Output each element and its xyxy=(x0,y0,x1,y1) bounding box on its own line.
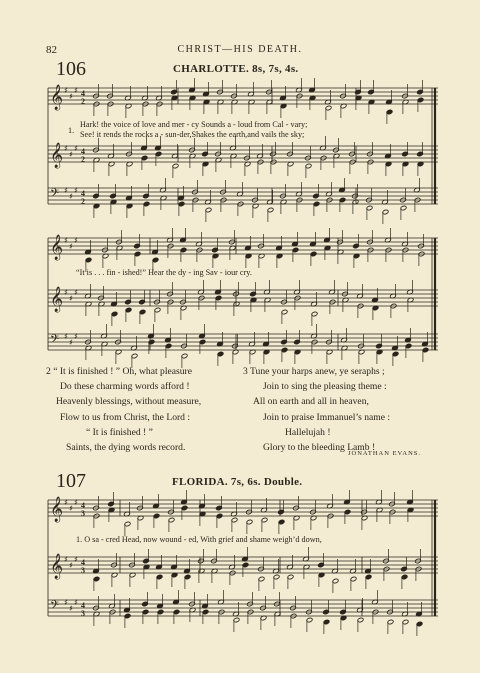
verse-3-line-5: Hallelujah ! xyxy=(285,426,331,438)
hymn-106-system-1-key-signature-1: ♯ xyxy=(64,144,68,153)
hymn-106-system-1-key-signature-1: ♯ xyxy=(74,144,78,153)
hymn-107-tune-title: FLORIDA. 7s, 6s. Double. xyxy=(172,476,303,488)
hymn-106-system-1-key-signature-0: ♯ xyxy=(74,86,78,95)
hymn-106-system-1-key-signature-0: ♯ xyxy=(64,86,68,95)
hymn-106-system-1-time-signature-1: 4 xyxy=(81,147,85,156)
hymn-107-system-1-time-signature-2: 4 xyxy=(81,601,85,610)
hymn-106-system-1-time-signature-2: 4 xyxy=(81,189,85,198)
hymn-107-system-1-clef-2: 𝄢 xyxy=(50,599,60,615)
hymn-106-system-2-key-signature-1: ♯ xyxy=(69,294,73,303)
hymn-107-system-1-time-signature-0: 3 xyxy=(81,509,85,518)
page-number: 82 xyxy=(46,44,57,56)
hymn-107-lyric-line-1: 1. O sa - cred Head, now wound - ed, With grief and shame weigh’d down, xyxy=(76,535,322,544)
hymn-106-system-2-key-signature-2: ♯ xyxy=(64,332,68,341)
verse-2-line-6: Saints, the dying words record. xyxy=(66,442,186,454)
hymn-106-system-1-key-signature-2: ♯ xyxy=(69,192,73,201)
hymn-106-system-2-key-signature-1: ♯ xyxy=(64,288,68,297)
verse-2-line-4: Flow to us from Christ, the Lord : xyxy=(60,411,191,423)
hymn-106-system-1-clef-1: 𝄞 xyxy=(50,143,64,168)
hymn-107-system-1-clef-0: 𝄞 xyxy=(50,497,64,522)
hymn-106-author: JONATHAN EVANS. xyxy=(348,450,422,457)
hymn-106-system-2-key-signature-0: ♯ xyxy=(64,236,68,245)
verse-3-line-1: 3 Tune your harps anew, ye seraphs ; xyxy=(243,366,385,377)
hymn-106-system-2-key-signature-1: ♯ xyxy=(74,288,78,297)
verse-3-line-3: All on earth and all in heaven, xyxy=(253,396,369,408)
hymn-106-lyric-line-3: “It is . . . fin - ished!” Hear the dy - ing Sav - iour cry. xyxy=(76,268,252,277)
hymn-107-system-1-time-signature-1: 3 xyxy=(81,566,85,575)
hymn-107-system-1-clef-1: 𝄞 xyxy=(50,554,64,579)
hymn-106-system-1-time-signature-2: 2 xyxy=(81,197,85,206)
hymn-106-verse-3 xyxy=(243,364,390,455)
verse-2-line-1: 2 “ It is finished ! ” Oh, what pleasure xyxy=(46,366,192,377)
hymn-106-system-2-key-signature-2: ♯ xyxy=(69,338,73,347)
hymn-107-system-1-key-signature-0: ♯ xyxy=(74,498,78,507)
verse-3-line-6: Glory to the bleeding Lamb ! xyxy=(263,442,376,454)
hymn-106-system-2-clef-0: 𝄞 xyxy=(50,235,64,260)
hymn-107-system-1-time-signature-2: 3 xyxy=(81,609,85,618)
hymn-106-system-1-time-signature-1: 2 xyxy=(81,155,85,164)
verse-2-line-2: Do these charming words afford ! xyxy=(60,381,190,393)
hymn-107-number: 107 xyxy=(56,470,86,492)
hymn-106-system-1-clef-0: 𝄞 xyxy=(50,85,64,110)
hymn-107-system-1-key-signature-0: ♯ xyxy=(64,498,68,507)
hymn-106-system-1-key-signature-2: ♯ xyxy=(74,186,78,195)
hymn-106-verse-2 xyxy=(46,364,201,455)
running-head: CHRIST—HIS DEATH. xyxy=(177,44,303,55)
hymn-106-verse-label: 1. xyxy=(68,126,75,135)
verse-3-line-4: Join to praise Immanuel’s name : xyxy=(263,411,391,423)
verse-3-line-2: Join to sing the pleasing theme : xyxy=(263,381,387,393)
hymn-106-system-1-time-signature-0: 4 xyxy=(81,89,85,98)
hymn-107-system-1-time-signature-0: 4 xyxy=(81,501,85,510)
hymn-106-tune-title: CHARLOTTE. 8s, 7s, 4s. xyxy=(173,63,299,75)
hymn-107-system-1-key-signature-0: ♯ xyxy=(69,504,73,513)
hymn-106-system-1-key-signature-2: ♯ xyxy=(64,186,68,195)
hymn-107-system-1-key-signature-1: ♯ xyxy=(74,555,78,564)
verse-2-line-5: “ It is finished ! ” xyxy=(86,426,153,438)
hymn-107-system-1-time-signature-1: 4 xyxy=(81,558,85,567)
hymn-106-system-1-clef-2: 𝄢 xyxy=(50,187,60,203)
hymn-106-lyric-line-1: Hark! the voice of love and mer - cy Sounds a - loud from Cal - vary; xyxy=(80,120,308,129)
hymn-106-system-2-clef-2: 𝄢 xyxy=(50,333,60,349)
hymn-107-system-1-key-signature-1: ♯ xyxy=(69,561,73,570)
hymn-106-system-1-key-signature-1: ♯ xyxy=(69,150,73,159)
hymn-106-system-1-key-signature-0: ♯ xyxy=(69,92,73,101)
hymn-106-system-2-clef-1: 𝄞 xyxy=(50,287,64,312)
hymn-106-system-1-time-signature-0: 2 xyxy=(81,97,85,106)
hymn-106-number: 106 xyxy=(56,58,86,80)
hymn-106-system-2-key-signature-2: ♯ xyxy=(74,332,78,341)
hymn-107-system-1-key-signature-1: ♯ xyxy=(64,555,68,564)
hymn-106-system-2-key-signature-0: ♯ xyxy=(74,236,78,245)
hymn-107-system-1-key-signature-2: ♯ xyxy=(69,604,73,613)
hymn-107-system-1-key-signature-2: ♯ xyxy=(74,598,78,607)
hymn-107-system-1-key-signature-2: ♯ xyxy=(64,598,68,607)
hymn-106-system-2-key-signature-0: ♯ xyxy=(69,242,73,251)
hymn-106-lyric-line-2: See! it rends the rocks a - sun-der,Shakes the earth,and vails the sky; xyxy=(80,130,305,139)
verse-2-line-3: Heavenly blessings, without measure, xyxy=(56,396,202,408)
